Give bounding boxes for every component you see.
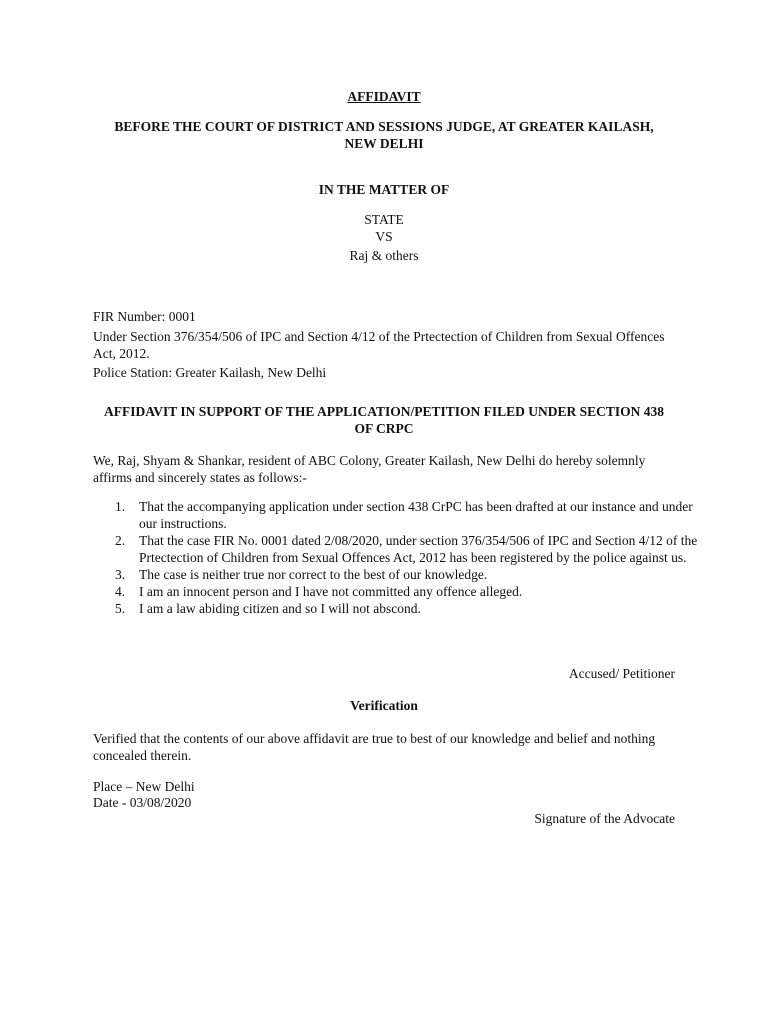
party-accused: Raj & others [349,248,419,263]
advocate-signature-label: Signature of the Advocate [534,811,675,826]
under-section: Under Section 376/354/506 of IPC and Section 4/12 of the Prtectection of Children from Sexual Offences Act, 2012. [93,329,665,361]
list-item [115,532,709,566]
list-item-text: That the case FIR No. 0001 dated 2/08/2020, under section 376/354/506 of IPC and Section 4/12 of the Prtectection of Children from Sexual Offences Act, 2012 has been registered by the police against us. [139,533,698,565]
list-item [115,566,709,583]
police-station: Police Station: Greater Kailash, New Delhi [93,365,327,380]
list-item-number: 1. [115,499,126,514]
statements-list [93,498,709,617]
list-item [115,600,709,617]
support-heading: AFFIDAVIT IN SUPPORT OF THE APPLICATION/PETITION FILED UNDER SECTION 438 OF CRPC [104,404,664,436]
list-item [115,583,709,600]
list-item-text: The case is neither true nor correct to the best of our knowledge. [139,567,488,582]
list-item-text: I am an innocent person and I have not committed any offence alleged. [139,584,523,599]
versus-text: VS [375,229,393,244]
court-heading: BEFORE THE COURT OF DISTRICT AND SESSIONS JUDGE, AT GREATER KAILASH, NEW DELHI [114,119,654,151]
matter-heading: IN THE MATTER OF [318,182,450,197]
list-item-number: 3. [115,567,126,582]
party-state: STATE [364,212,404,227]
intro-paragraph: We, Raj, Shyam & Shankar, resident of ABC Colony, Greater Kailash, New Delhi do hereby solemnly affirms and sincerely states as follows:- [93,453,646,485]
verification-text: Verified that the contents of our above affidavit are true to best of our knowledge and belief and nothing concealed therein. [93,731,656,763]
date-line: Date - 03/08/2020 [93,795,192,810]
fir-number: FIR Number: 0001 [93,309,196,324]
accused-signature-label: Accused/ Petitioner [568,666,675,681]
list-item [115,498,709,532]
list-item-number: 5. [115,601,126,616]
list-item-text: That the accompanying application under section 438 CrPC has been drafted at our instance and under our instructions. [139,499,693,531]
list-item-text: I am a law abiding citizen and so I will not abscond. [139,601,421,616]
list-item-number: 2. [115,533,126,548]
document-title: AFFIDAVIT [347,89,421,104]
place-line: Place – New Delhi [93,779,195,794]
list-item-number: 4. [115,584,126,599]
verification-heading: Verification [350,698,418,713]
